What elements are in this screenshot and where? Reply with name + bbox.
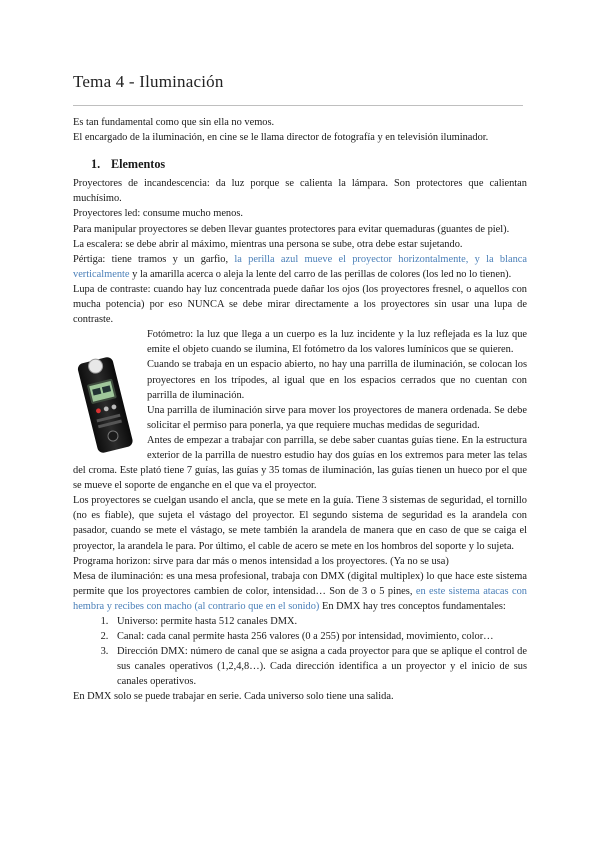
paragraph-horizon: Programa horizon: sirve para dar más o menos intensidad a los proyectores. (Ya no se usa) (73, 555, 449, 567)
paragraph-led: Proyectores led: consume mucho menos. (73, 208, 243, 220)
section-heading (91, 157, 527, 172)
paragraph-closing: En DMX solo se puede trabajar en serie. Cada universo solo tiene una salida. (73, 691, 394, 703)
paragraph-pertiga (73, 252, 527, 282)
intro-line-1: Es tan fundamental como que sin ella no vemos. (73, 117, 275, 128)
paragraph-anchor: Los proyectores se cuelgan usando el ancla, que se mete en la guía. Tiene 3 sistemas de seguridad, el tornillo (no es fiable), que sujeta el vástago del proyector. El segundo sistema de seguridad es la arandela con pasador, cuando se mete el vástago, se mete también la arandela de manera que en caso de que se caiga el proyector, la arandela le para. Por último, el cable de acero se mete en los hombros del soporte y lo sujeta. (73, 495, 527, 552)
intro-line-2: El encargado de la iluminación, en cine se le llama director de fotografía y en televisión iluminador. (73, 132, 489, 144)
desk-text-a: Mesa de iluminación: es una mesa profesional, trabaja con DMX (digital multiplex) lo que hace este sistema permite que los proyectores cambien de color, intensidad… Son de 3 o 5 pines, (73, 570, 527, 597)
paragraph-grid: Una parrilla de iluminación sirve para mover los proyectores de manera ordenada. Se debe solicitar el permiso para ponerla, ya que requiere muchas medidas de seguridad. (147, 404, 527, 431)
paragraph-guides: Antes de empezar a trabajar con parrilla, se debe saber cuantas guías tiene. En la estructura exterior de la parrilla de nuestro estudio hay dos guías en los extremos para meter las telas del croma. Este plató tiene 7 guías, las guías y 35 tomas de iluminación, las guías tienen un hueco por el que se mueve el soporte de enganche en el que va el proyector. (73, 434, 527, 492)
list-item: 2. Canal: cada canal permite hasta 256 valores (0 a 255) por intensidad, movimiento, color… (111, 629, 527, 644)
title-divider (73, 105, 523, 106)
paragraph-incandescence: Proyectores de incandescencia: da luz porque se calienta la lámpara. Son protectores que calientan muchísimo. (73, 178, 527, 205)
light-meter-photo (73, 349, 137, 459)
paragraph-photometer: Fotómetro: la luz que llega a un cuerpo es la luz incidente y la luz reflejada es la luz que emite el objeto cuando se ilumina, El fotómetro da los valores lumínicos que se quieren. (147, 329, 527, 356)
document-body (73, 115, 527, 705)
section-label: Elementos (111, 157, 166, 172)
page-title: Tema 4 - Iluminación (73, 72, 224, 91)
photometer-block (73, 327, 527, 433)
dmx-concepts-list (73, 614, 527, 689)
paragraph-open-space: Cuando se trabaja en un espacio abierto, no hay una parrilla de iluminación, se colocan los proyectores en los trípodes, al igual que en los espacios cerrados que no cuentan con parrilla de iluminación. (147, 359, 527, 401)
paragraph-lupa: Lupa de contraste: cuando hay luz concentrada puede dañar los ojos (los proyectores fresnel, o aquellos con mucha potencia) por eso NUNCA se debe mirar directamente a los proyectores sin usar una lupa de contraste. (73, 283, 527, 326)
pertiga-text-a: Pértiga: tiene tramos y un garfio, (73, 253, 235, 265)
paragraph-gloves: Para manipular proyectores se deben llevar guantes protectores para evitar quemaduras (guantes de piel). (73, 223, 510, 235)
paragraph-ladder: La escalera: se debe abrir al máximo, mientras una persona se sube, otra debe estar sujetando. (73, 238, 463, 250)
section-number: 1. (91, 157, 101, 172)
list-item: 3. Dirección DMX: número de canal que se asigna a cada proyector para que se aplique el control de sus canales operativos (1,2,4,8…). Cada dirección identifica a un proyector y el inicio de sus canales operativos. (111, 644, 527, 689)
pertiga-text-b: y la amarilla acerca o aleja la lente del carro de las perillas de colores (los led no lo tienen). (129, 268, 512, 280)
list-item: 1. Universo: permite hasta 512 canales DMX. (111, 614, 527, 629)
paragraph-lighting-desk (73, 569, 527, 614)
desk-text-b: En DMX hay tres conceptos fundamentales: (319, 600, 506, 612)
pertiga-highlight: la perilla azul mueve el proyector horizontalmente, y la blanca verticalmente (73, 253, 527, 280)
desk-highlight: en este sistema atacas con hembra y recibes con macho (al contrario que en el sonido) (73, 585, 527, 612)
